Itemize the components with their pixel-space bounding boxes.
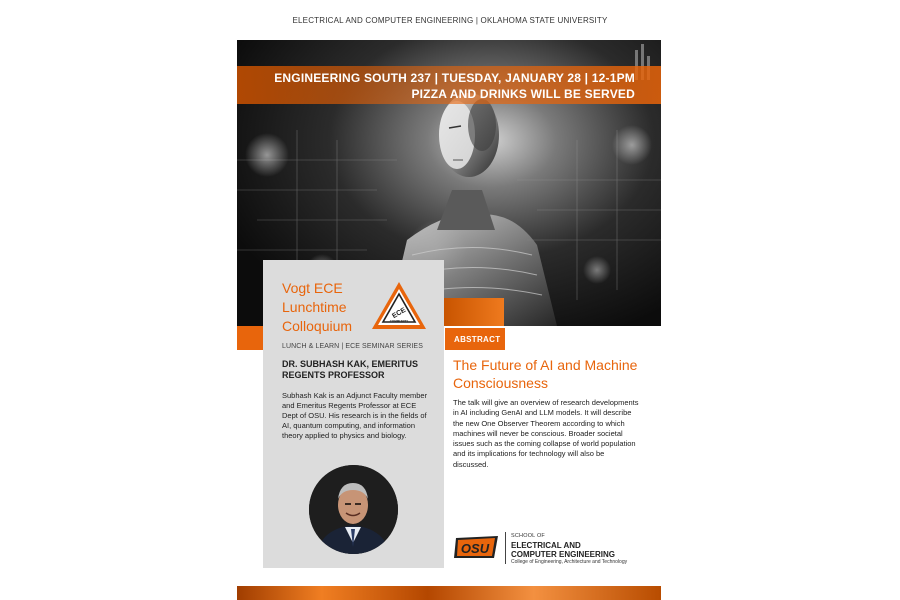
school-label: SCHOOL OF <box>511 533 545 539</box>
department-name <box>511 541 621 559</box>
speaker-portrait-icon <box>309 465 398 554</box>
speaker-name: DR. SUBHASH KAK, EMERITUS REGENTS PROFESSOR <box>282 359 419 380</box>
speaker-avatar <box>309 465 398 554</box>
triangle-logo-subtext: COMMUNITY <box>389 319 409 323</box>
page-header: ELECTRICAL AND COMPUTER ENGINEERING | OKLAHOMA STATE UNIVERSITY <box>292 16 608 25</box>
ece-community-triangle-icon <box>370 280 428 332</box>
osu-logo-icon <box>454 534 500 560</box>
abstract-badge: ABSTRACT <box>445 328 505 350</box>
abstract-text: The talk will give an overview of research developments in AI including GenAI and LLM models. It will describe the new One Observer Theorem according to which machines will never be conscious. Broader societal issues such as the coming collapse of world population and its implications for technology will also be discussed. <box>453 398 639 469</box>
triangle-logo-text: ECE <box>391 306 408 321</box>
accent-strip-left <box>237 326 263 350</box>
accent-strip <box>444 298 504 326</box>
talk-title: The Future of AI and Machine Consciousness <box>453 357 638 391</box>
bottom-image-strip <box>237 586 661 600</box>
event-location-time: ENGINEERING SOUTH 237 | TUESDAY, JANUARY 28 | 12-1PM <box>274 71 635 85</box>
speaker-bio: Subhash Kak is an Adjunct Faculty member and Emeritus Regents Professor at ECE Dept of OSU. His research is in the fields of AI, quantum computing, and information theory applied to physics and biology. <box>282 391 428 440</box>
department-name-text: ELECTRICAL AND COMPUTER ENGINEERING <box>511 541 616 559</box>
logo-divider <box>505 532 506 564</box>
series-label: LUNCH & LEARN | ECE SEMINAR SERIES <box>282 343 423 350</box>
osu-logo-text: OSU <box>460 541 490 556</box>
event-refreshments: PIZZA AND DRINKS WILL BE SERVED <box>411 87 635 101</box>
colloquium-title: Vogt ECE Lunchtime Colloquium <box>282 280 353 334</box>
college-name: College of Engineering, Architecture and Technology <box>511 559 628 565</box>
